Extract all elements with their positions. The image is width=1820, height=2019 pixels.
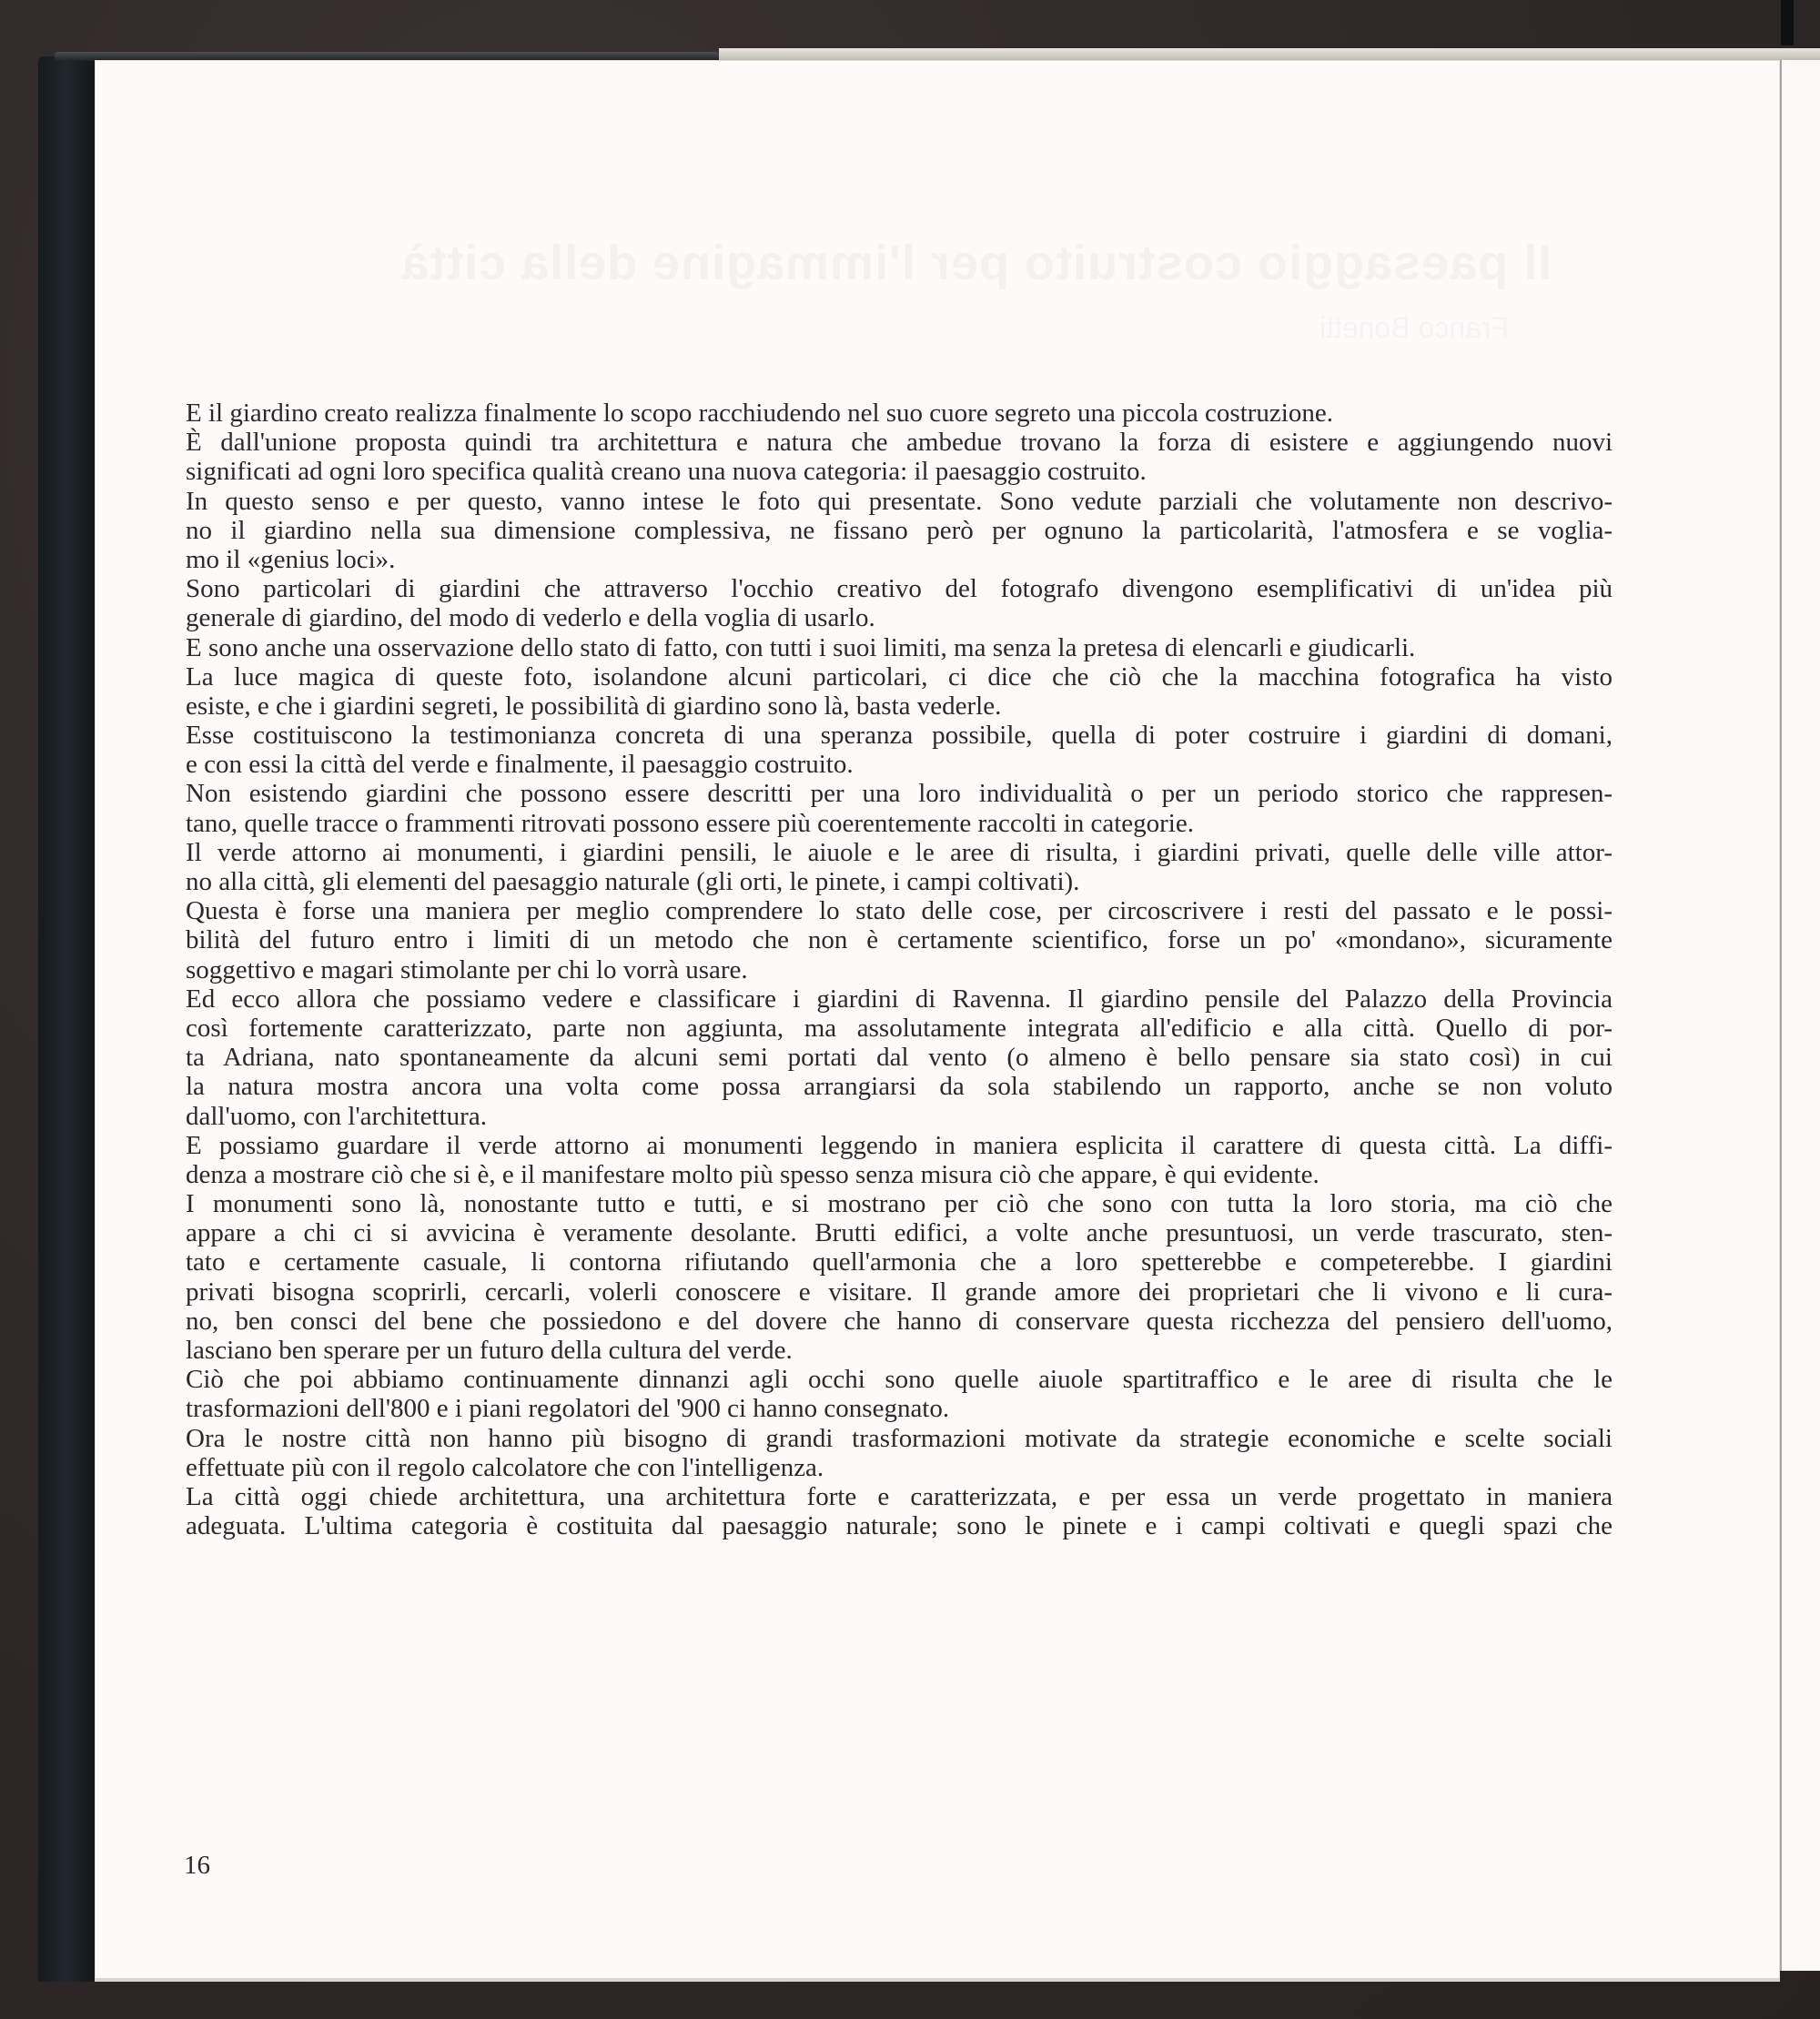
paragraph xyxy=(186,633,1613,662)
book-cover-edge xyxy=(38,56,95,1982)
text-line: no il giardino nella sua dimensione complessiva, ne fissano però per ognuno la particolarità, l'atmosfera e se voglia- xyxy=(186,515,1613,545)
text-line: E possiamo guardare il verde attorno ai monumenti leggendo in maniera esplicita il carattere di questa città. La diffi- xyxy=(186,1130,1613,1160)
text-line: I monumenti sono là, nonostante tutto e tutti, e si mostrano per ciò che sono con tutta la loro storia, ma ciò che xyxy=(186,1189,1613,1219)
text-line: generale di giardino, del modo di vederlo e della voglia di usarlo. xyxy=(186,603,875,633)
text-line: mo il «genius loci». xyxy=(186,544,396,574)
paragraph xyxy=(186,428,1613,486)
paragraph xyxy=(186,1482,1613,1540)
text-line: Ciò che poi abbiamo continuamente dinnanzi agli occhi sono quelle aiuole spartitraffico e le aree di risulta che le xyxy=(186,1365,1613,1395)
paragraph xyxy=(186,1189,1613,1365)
text-line: E il giardino creato realizza finalmente lo scopo racchiudendo nel suo cuore segreto una piccola costruzione. xyxy=(186,399,1333,428)
text-line: tato e certamente casuale, li contorna rifiutando quell'armonia che a loro spetterebbe e competerebbe. I giardini xyxy=(186,1247,1613,1277)
text-line: Ed ecco allora che possiamo vedere e classificare i giardini di Ravenna. Il giardino pensile del Palazzo della Provincia xyxy=(186,984,1613,1014)
paragraph xyxy=(186,838,1613,896)
text-line: bilità del futuro entro i limiti di un metodo che non è certamente scientifico, forse un po' «mondano», sicuramente xyxy=(186,925,1613,955)
text-line: tano, quelle tracce o frammenti ritrovati possono essere più coerentemente raccolti in categorie. xyxy=(186,808,1194,838)
text-line: Non esistendo giardini che possono essere descritti per una loro individualità o per un periodo storico che rappresen- xyxy=(186,779,1613,809)
text-line: lasciano ben sperare per un futuro della cultura del verde. xyxy=(186,1336,793,1365)
text-line: significati ad ogni loro specifica qualità creano una nuova categoria: il paesaggio costruito. xyxy=(186,457,1147,487)
body-text xyxy=(186,399,1613,1540)
text-line: Questa è forse una maniera per meglio comprendere lo stato delle cose, per circoscrivere i resti del passato e le possi- xyxy=(186,896,1613,926)
text-line: effettuate più con il regolo calcolatore che con l'intelligenza. xyxy=(186,1452,824,1482)
paragraph xyxy=(186,896,1613,984)
facing-page-edge xyxy=(1780,60,1820,1971)
text-line: così fortemente caratterizzato, parte non aggiunta, ma assolutamente integrata all'edificio e alla città. Quello di por- xyxy=(186,1013,1613,1043)
paragraph xyxy=(186,984,1613,1131)
text-line: In questo senso e per questo, vanno intese le foto qui presentate. Sono vedute parziali che volutamente non descrivo- xyxy=(186,486,1613,516)
text-line: e con essi la città del verde e finalmente, il paesaggio costruito. xyxy=(186,750,854,780)
binding-edge xyxy=(1781,0,1794,45)
text-line: appare a chi ci si avvicina è veramente desolante. Brutti edifici, a volte anche presuntuosi, un verde trascurato, sten- xyxy=(186,1218,1613,1248)
text-line: Ora le nostre città non hanno più bisogno di grandi trasformazioni motivate da strategie economiche e scelte sociali xyxy=(186,1423,1613,1453)
text-line: no, ben consci del bene che possiedono e del dovere che hanno di conservare questa ricchezza del pensiero dell'uomo, xyxy=(186,1306,1613,1336)
text-line: trasformazioni dell'800 e i piani regolatori del '900 ci hanno consegnato. xyxy=(186,1394,950,1424)
text-line: Il verde attorno ai monumenti, i giardini pensili, le aiuole e le aree di risulta, i giardini privati, quelle delle ville attor- xyxy=(186,837,1613,867)
paragraph xyxy=(186,574,1613,632)
text-line: la natura mostra ancora una volta come possa arrangiarsi da sola stabilendo un rapporto, anche se non voluto xyxy=(186,1072,1613,1102)
paragraph xyxy=(186,721,1613,779)
text-line: dall'uomo, con l'architettura. xyxy=(186,1101,487,1131)
text-line: privati bisogna scoprirli, cercarli, volerli conoscere e visitare. Il grande amore dei proprietari che li vivono e li cura- xyxy=(186,1277,1613,1307)
text-line: E sono anche una osservazione dello stato di fatto, con tutti i suoi limiti, ma senza la pretesa di elencarli e giudicarli. xyxy=(186,632,1416,662)
paragraph xyxy=(186,1365,1613,1423)
paragraph xyxy=(186,662,1613,721)
text-line: no alla città, gli elementi del paesaggio naturale (gli orti, le pinete, i campi coltivati). xyxy=(186,867,1080,896)
text-line: La luce magica di queste foto, isolandone alcuni particolari, ci dice che ciò che la macchina fotografica ha visto xyxy=(186,661,1613,692)
paragraph xyxy=(186,487,1613,575)
text-line: ta Adriana, nato spontaneamente da alcuni semi portati dal vento (o almeno è bello pensare sia stato così) in cui xyxy=(186,1043,1613,1073)
page-number: 16 xyxy=(184,1851,210,1880)
text-line: denza a mostrare ciò che si è, e il manifestare molto più spesso senza misura ciò che appare, è qui evidente. xyxy=(186,1159,1320,1189)
paragraph xyxy=(186,399,1613,428)
text-line: È dall'unione proposta quindi tra architettura e natura che ambedue trovano la forza di esistere e aggiungendo nuovi xyxy=(186,428,1613,458)
paragraph xyxy=(186,779,1613,837)
page-bottom-edge xyxy=(95,1978,1780,1982)
paragraph xyxy=(186,1424,1613,1482)
paragraph xyxy=(186,1131,1613,1189)
text-line: esiste, e che i giardini segreti, le possibilità di giardino sono là, basta vederle. xyxy=(186,691,1002,721)
text-line: soggettivo e magari stimolante per chi lo vorrà usare. xyxy=(186,954,748,984)
text-line: La città oggi chiede architettura, una architettura forte e caratterizzata, e per essa un verde progettato in maniera xyxy=(186,1481,1613,1511)
text-line: Esse costituiscono la testimonianza concreta di una speranza possibile, quella di poter costruire i giardini di domani, xyxy=(186,721,1613,751)
text-line: Sono particolari di giardini che attraverso l'occhio creativo del fotografo divengono esemplificativi di un'idea più xyxy=(186,574,1613,604)
text-line: adeguata. L'ultima categoria è costituita dal paesaggio naturale; sono le pinete e i campi coltivati e quegli spazi che xyxy=(186,1511,1613,1541)
page-stack-top-edge xyxy=(719,48,1820,61)
